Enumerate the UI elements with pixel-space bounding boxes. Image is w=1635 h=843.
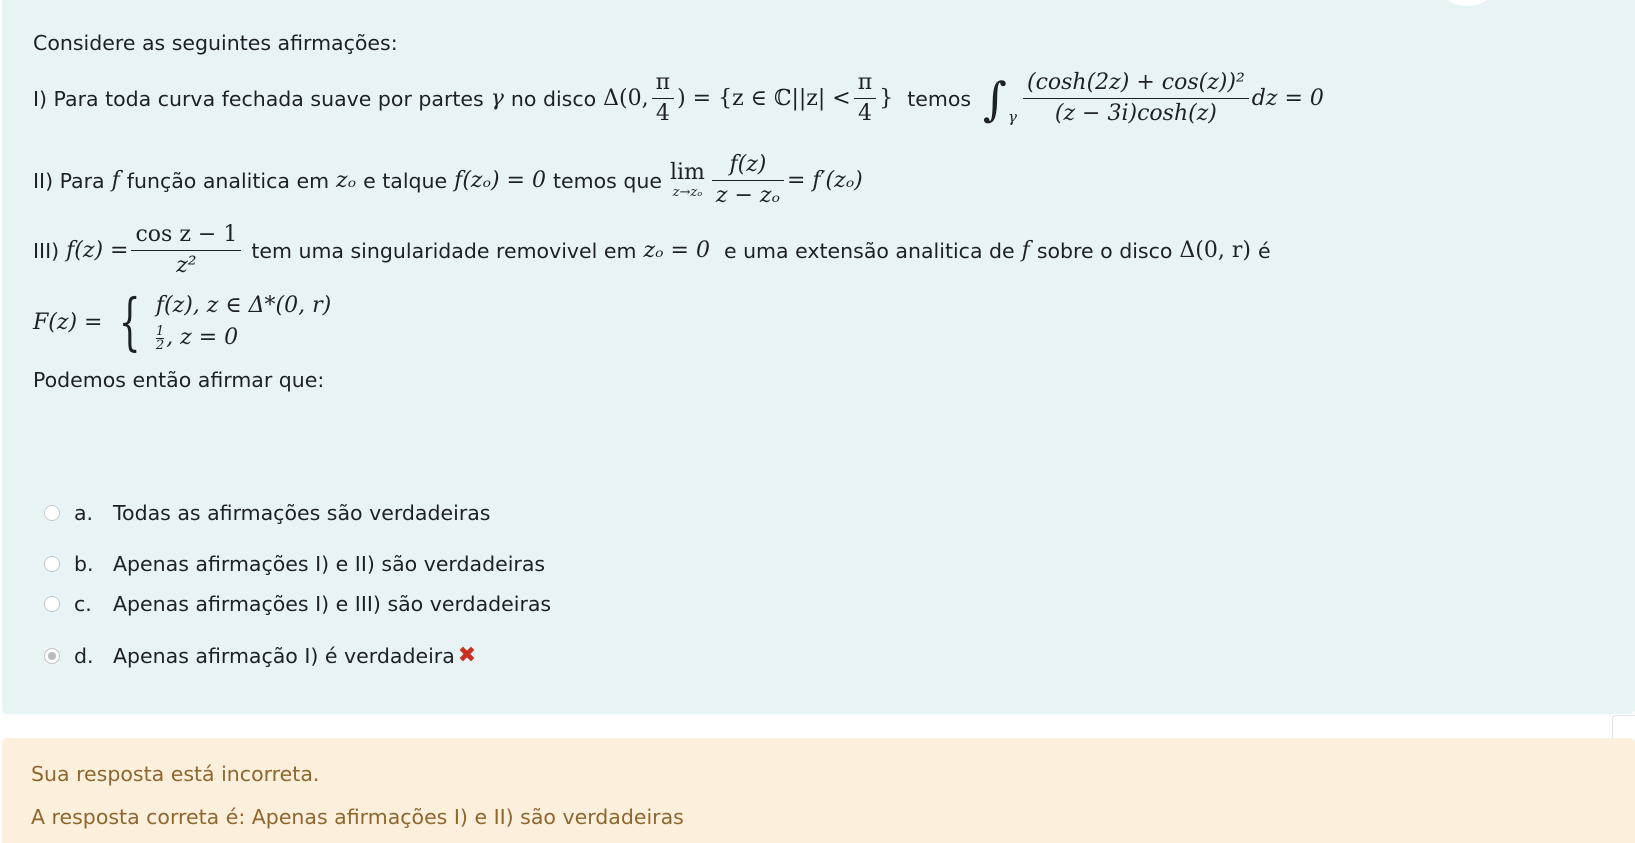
question-intro: Considere as seguintes afirmações:	[33, 31, 398, 55]
option-a-text: Todas as afirmações são verdadeiras	[113, 501, 491, 525]
option-d[interactable]: d. Apenas afirmação I) é verdadeira ✖	[44, 643, 476, 668]
incorrect-icon: ✖	[457, 643, 477, 668]
feedback-panel	[2, 738, 1635, 843]
statement-3: III) f(z) = $\frac{\text{cos z − 1}}{\text{z²}}$ tem uma singularidade removivel em zₒ = 0 e uma extensão analitica de f sobre o disco Δ(0, r) é	[33, 220, 1271, 281]
limit-operator: lim z→zₒ	[669, 159, 705, 200]
option-d-text: Apenas afirmação I) é verdadeira	[113, 643, 455, 668]
option-b-radio[interactable]	[44, 556, 60, 572]
left-brace: {	[119, 285, 142, 358]
case-row-2: $\frac{1}{2}$ , z = 0	[155, 323, 239, 353]
case-rows: f(z), z ∈ Δ*(0, r) $\frac{1}{2}$ , z = 0	[155, 293, 332, 353]
cos-fraction: $\frac{\text{cos z − 1}}{\text{z²}}$	[131, 220, 241, 281]
one-half-fraction: $\frac{1}{2}$	[155, 323, 165, 353]
option-c-radio[interactable]	[44, 596, 60, 612]
option-d-radio[interactable]	[44, 648, 60, 664]
option-c[interactable]: c. Apenas afirmações I) e III) são verdadeiras	[44, 592, 551, 616]
option-a[interactable]: a. Todas as afirmações são verdadeiras	[44, 501, 491, 525]
option-b-text: Apenas afirmações I) e II) são verdadeiras	[113, 552, 546, 576]
statement-2: II) Para f função analitica em zₒ e talque f(zₒ) = 0 temos que lim z→zₒ $\frac{f(z)}{\text{z − zₒ}}$ = f′(zₒ)	[33, 150, 863, 211]
option-c-text: Apenas afirmações I) e III) são verdadeiras	[113, 592, 552, 616]
option-b[interactable]: b. Apenas afirmações I) e II) são verdadeiras	[44, 552, 545, 576]
statement-1: I) Para toda curva fechada suave por partes γ no disco Δ(0, $\frac{\pi}{4}$ ) = {z ∈ ℂ||z| < $\frac{\pi}{4}$ } temos ∫ γ $\frac{\text{(cosh(2z) + cos(z))²}}{(z - 3i)\cosh(z)}$ dz = 0	[33, 68, 1324, 129]
integrand-fraction: $\frac{\text{(cosh(2z) + cos(z))²}}{(z - 3i)\cosh(z)}$	[1023, 68, 1249, 129]
feedback-status: Sua resposta está incorreta.	[31, 762, 320, 786]
question-conclusion: Podemos então afirmar que:	[33, 368, 325, 392]
feedback-correct-answer: A resposta correta é: Apenas afirmações I) e II) são verdadeiras	[31, 805, 684, 829]
pi-over-4-fraction: $\frac{\pi}{4}$	[854, 68, 876, 129]
pi-over-4-fraction: $\frac{\pi}{4}$	[652, 68, 674, 129]
piecewise-definition: F(z) = { f(z), z ∈ Δ*(0, r) $\frac{1}{2}$ , z = 0	[33, 285, 332, 358]
decorative-circle	[1432, 0, 1502, 6]
question-panel	[2, 0, 1635, 714]
contour-integral: ∫ γ	[983, 71, 1017, 126]
difference-quotient: $\frac{f(z)}{\text{z − zₒ}}$	[712, 150, 784, 211]
option-a-radio[interactable]	[44, 505, 60, 521]
